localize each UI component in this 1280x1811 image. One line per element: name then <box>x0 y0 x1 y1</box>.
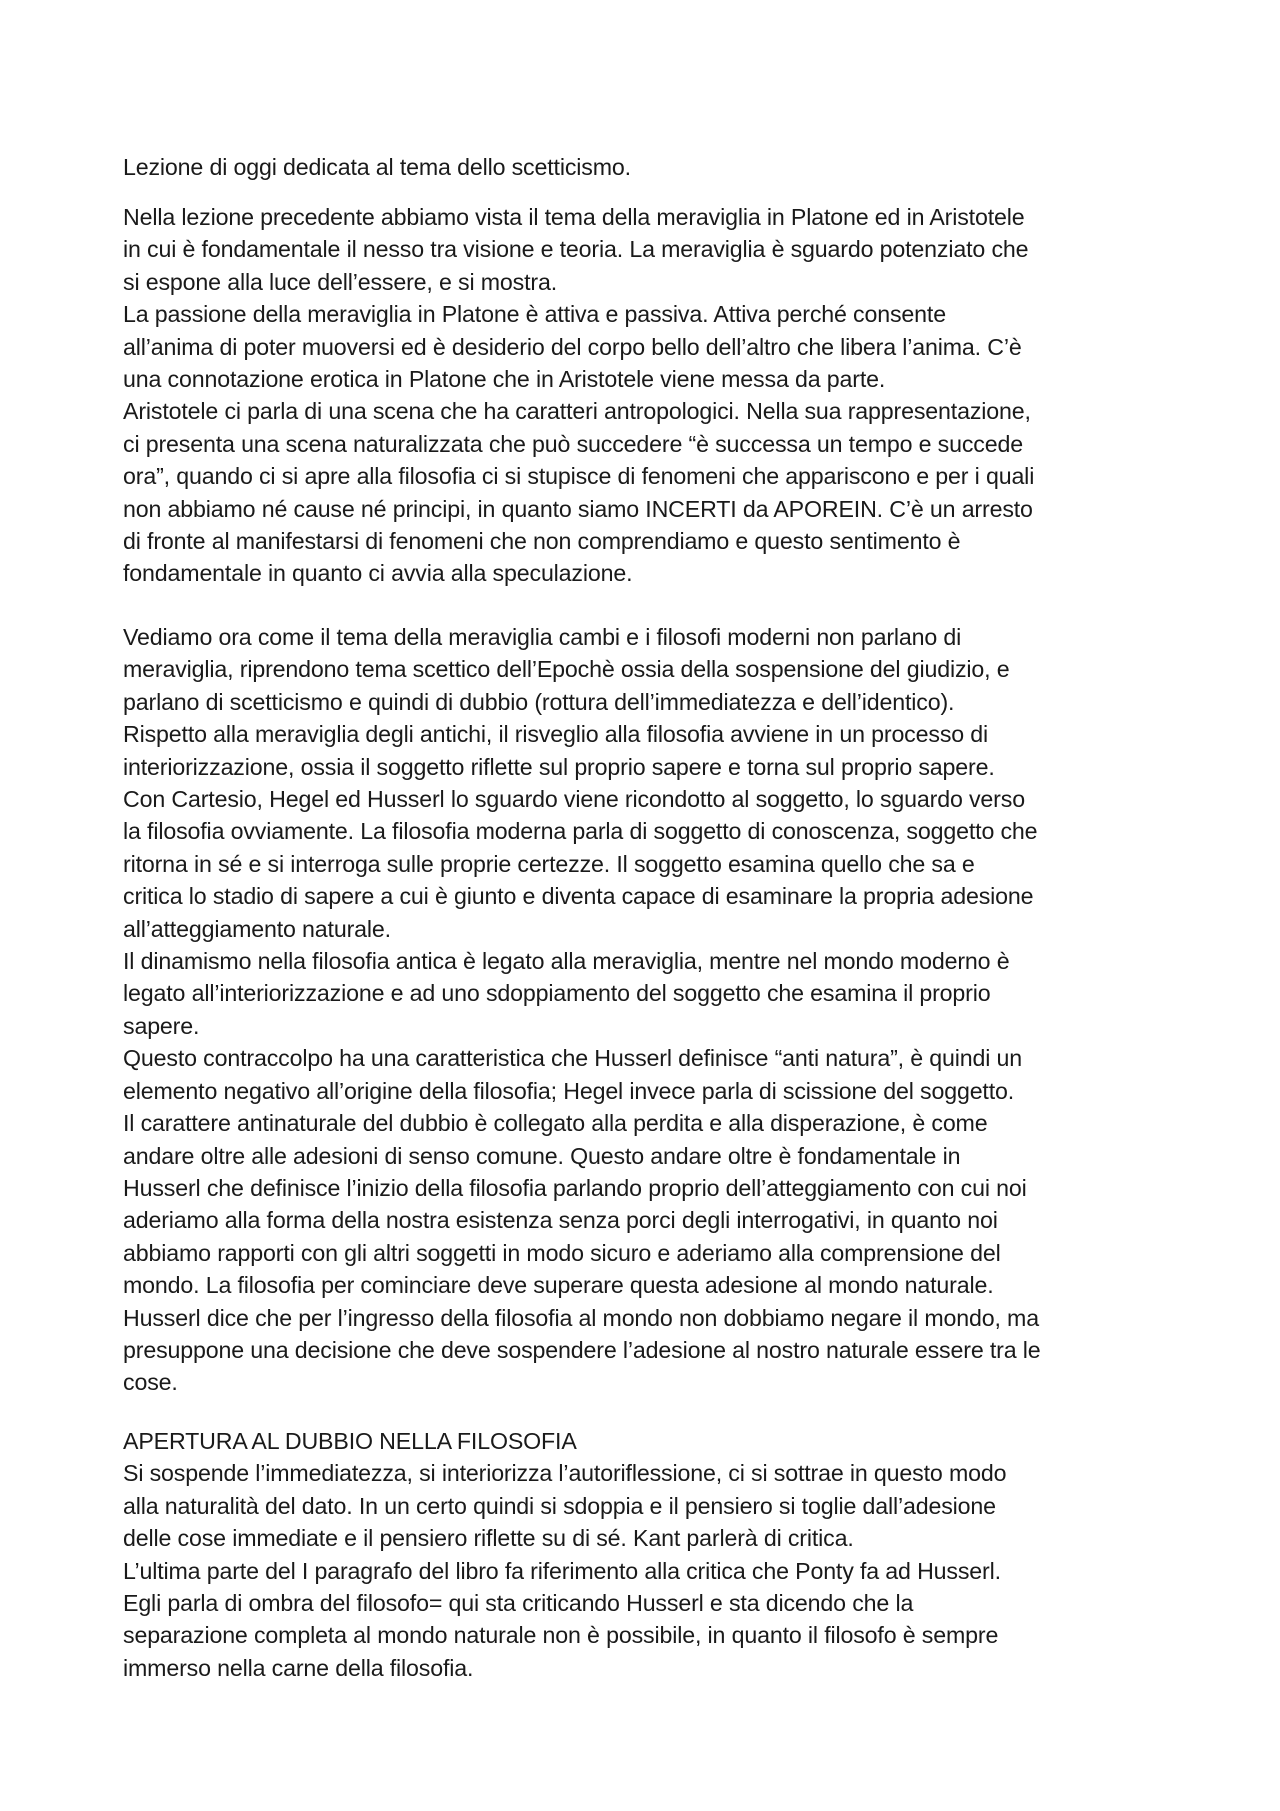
text-line: presuppone una decisione che deve sospendere l’adesione al nostro naturale essere tra le <box>123 1336 1041 1363</box>
text-line: ora”, quando ci si apre alla filosofia ci si stupisce di fenomeni che appariscono e per i quali <box>123 463 1035 490</box>
text-line: interiorizzazione, ossia il soggetto riflette sul proprio sapere e torna sul proprio sapere. <box>123 753 995 780</box>
text-line: di fronte al manifestarsi di fenomeni che non comprendiamo e questo sentimento è <box>123 528 961 555</box>
text-line: all’atteggiamento naturale. <box>123 915 391 942</box>
text-line: cose. <box>123 1369 178 1396</box>
text-line: Si sospende l’immediatezza, si interiorizza l’autoriflessione, ci si sottrae in questo modo <box>123 1460 1007 1487</box>
text-line: Il dinamismo nella filosofia antica è legato alla meraviglia, mentre nel mondo moderno è <box>123 948 1010 975</box>
text-line: una connotazione erotica in Platone che in Aristotele viene messa da parte. <box>123 366 886 393</box>
text-line: parlano di scetticismo e quindi di dubbio (rottura dell’immediatezza e dell’identico). <box>123 688 955 715</box>
text-line: non abbiamo né cause né principi, in quanto siamo INCERTI da APOREIN. C’è un arresto <box>123 495 1033 522</box>
text-line: aderiamo alla forma della nostra esistenza senza porci degli interrogativi, in quanto noi <box>123 1207 998 1234</box>
text-line: legato all’interiorizzazione e ad uno sdoppiamento del soggetto che esamina il proprio <box>123 980 991 1007</box>
text-line: Rispetto alla meraviglia degli antichi, il risveglio alla filosofia avviene in un processo di <box>123 721 989 748</box>
text-line: in cui è fondamentale il nesso tra visione e teoria. La meraviglia è sguardo potenziato che <box>123 236 1029 263</box>
text-line: la filosofia ovviamente. La filosofia moderna parla di soggetto di conoscenza, soggetto che <box>123 818 1038 845</box>
paragraph-meraviglia-antica <box>123 201 1173 590</box>
section-heading: APERTURA AL DUBBIO NELLA FILOSOFIA <box>123 1428 577 1454</box>
text-line: Husserl che definisce l’inizio della filosofia parlando proprio dell’atteggiamento con cui noi <box>123 1174 1027 1201</box>
text-line: delle cose immediate e il pensiero riflette su di sé. Kant parlerà di critica. <box>123 1525 854 1552</box>
paragraph-filosofia-moderna <box>123 621 1173 1399</box>
section-apertura-dubbio <box>123 1425 1173 1684</box>
text-line: fondamentale in quanto ci avvia alla speculazione. <box>123 560 633 587</box>
text-line: Questo contraccolpo ha una caratteristica che Husserl definisce “anti natura”, è quindi un <box>123 1045 1023 1072</box>
text-line: ci presenta una scena naturalizzata che può succedere “è successa un tempo e succede <box>123 430 1023 457</box>
text-line: Husserl dice che per l’ingresso della filosofia al mondo non dobbiamo negare il mondo, ma <box>123 1304 1039 1331</box>
text-line: sapere. <box>123 1012 200 1039</box>
text-line: mondo. La filosofia per cominciare deve superare questa adesione al mondo naturale. <box>123 1272 994 1299</box>
text-line: Con Cartesio, Hegel ed Husserl lo sguardo viene ricondotto al soggetto, lo sguardo verso <box>123 786 1025 813</box>
text-line: andare oltre alle adesioni di senso comune. Questo andare oltre è fondamentale in <box>123 1142 961 1169</box>
text-line: separazione completa al mondo naturale non è possibile, in quanto il filosofo è sempre <box>123 1622 999 1649</box>
text-line: critica lo stadio di sapere a cui è giunto e diventa capace di esaminare la propria adesione <box>123 883 1034 910</box>
text-line: ritorna in sé e si interroga sulle proprie certezze. Il soggetto esamina quello che sa e <box>123 850 975 877</box>
text-line: immerso nella carne della filosofia. <box>123 1654 474 1681</box>
text-line: elemento negativo all’origine della filosofia; Hegel invece parla di scissione del soggetto. <box>123 1077 1015 1104</box>
text-line: meraviglia, riprendono tema scettico dell’Epochè ossia della sospensione del giudizio, e <box>123 656 1010 683</box>
text-line: si espone alla luce dell’essere, e si mostra. <box>123 268 558 295</box>
text-line: Il carattere antinaturale del dubbio è collegato alla perdita e alla disperazione, è come <box>123 1110 988 1137</box>
text-line: Nella lezione precedente abbiamo vista il tema della meraviglia in Platone ed in Aristotele <box>123 204 1025 230</box>
text-line: Egli parla di ombra del filosofo= qui sta criticando Husserl e sta dicendo che la <box>123 1590 914 1617</box>
text-line: all’anima di poter muoversi ed è desiderio del corpo bello dell’altro che libera l’anima. C’è <box>123 333 1022 360</box>
text-line: Aristotele ci parla di una scena che ha caratteri antropologici. Nella sua rappresentazione, <box>123 398 1031 425</box>
text-line: abbiamo rapporti con gli altri soggetti in modo sicuro e aderiamo alla comprensione del <box>123 1239 1001 1266</box>
intro-line <box>123 151 1173 183</box>
text-line: La passione della meraviglia in Platone è attiva e passiva. Attiva perché consente <box>123 301 946 328</box>
text-line: Vediamo ora come il tema della meraviglia cambi e i filosofi moderni non parlano di <box>123 624 962 650</box>
text-line: alla naturalità del dato. In un certo quindi si sdoppia e il pensiero si toglie dall’adesione <box>123 1492 996 1519</box>
text-line: L’ultima parte del I paragrafo del libro fa riferimento alla critica che Ponty fa ad Husserl. <box>123 1557 1001 1584</box>
text-line: Lezione di oggi dedicata al tema dello scetticismo. <box>123 154 631 180</box>
